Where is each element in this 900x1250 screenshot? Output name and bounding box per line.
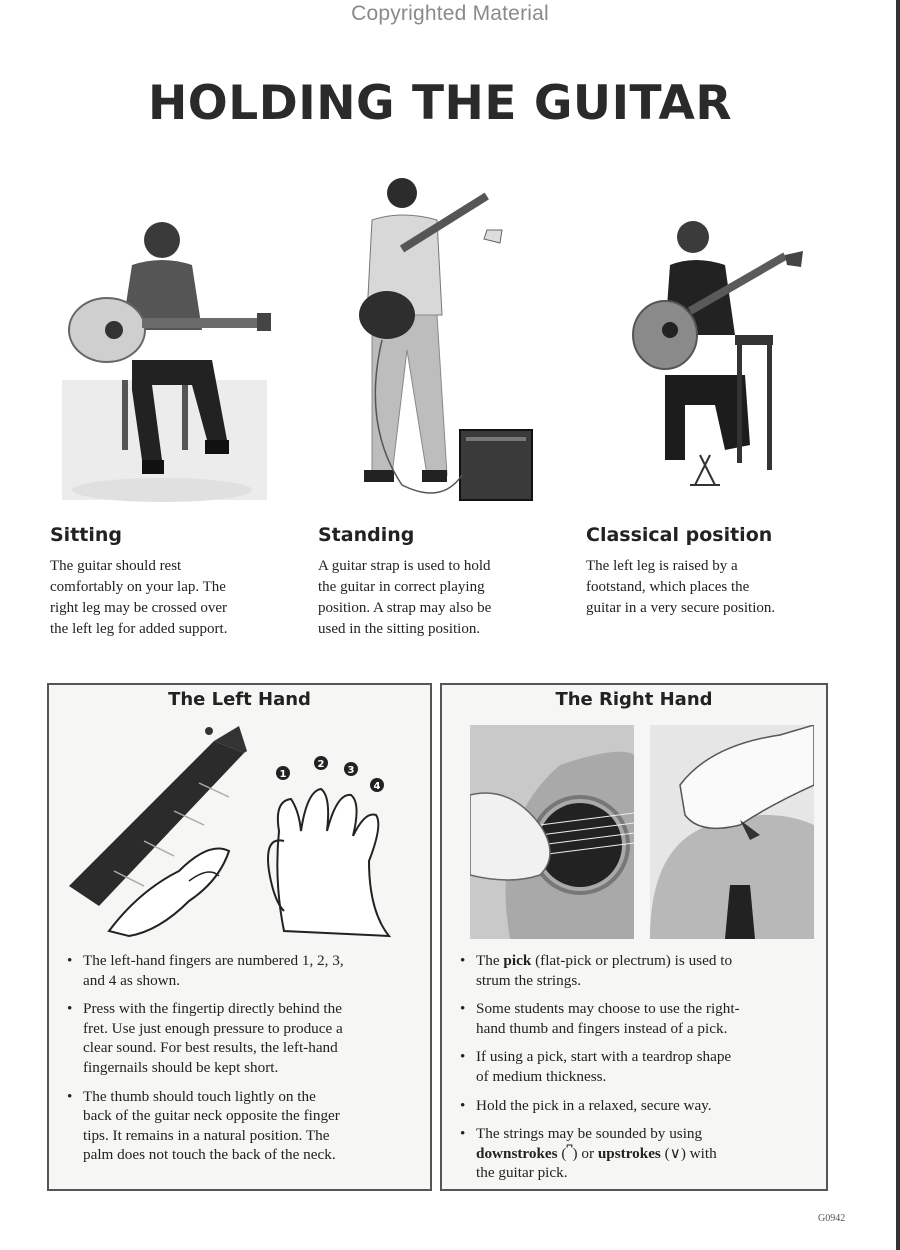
finger-number-1 — [276, 766, 290, 780]
left-hand-bullet-3: • The thumb should touch lightly on the back of the guitar neck opposite the finger tips. It remains in a natural position. The palm does not touch the back of the neck. — [63, 1087, 423, 1165]
sitting-photo — [62, 210, 277, 505]
right-hand-bullet-2: • Some students may choose to use the right- hand thumb and fingers instead of a pick. — [456, 999, 820, 1038]
left-hand-illustration — [69, 721, 409, 941]
right-hand-bullet-3: • If using a pick, start with a teardrop shape of medium thickness. — [456, 1047, 820, 1086]
copyright-watermark: Copyrighted Material — [351, 2, 549, 25]
finger-number-4 — [370, 778, 384, 792]
right-hand-bullet-4: • Hold the pick in a relaxed, secure way. — [456, 1096, 820, 1116]
downstrokes-term: downstrokes — [476, 1144, 558, 1162]
standing-text: A guitar strap is used to hold the guitar in correct playing position. A strap may also be used in the sitting position. — [318, 558, 492, 637]
right-hand-bullet-5: • The strings may be sounded by using downstrokes (⎴) or upstrokes (∨) with the guitar pick. — [456, 1124, 820, 1183]
left-hand-bullet-1: • The left-hand fingers are numbered 1, 2, 3, and 4 as shown. — [63, 951, 423, 990]
strumming-photo — [470, 725, 634, 939]
svg-text:1: 1 — [279, 769, 287, 780]
right-hand-title: The Right Hand — [555, 689, 713, 710]
left-hand-bullets — [63, 951, 423, 1174]
svg-text:2: 2 — [317, 759, 325, 770]
left-hand-title: The Left Hand — [168, 689, 311, 710]
page-title: HOLDING THE GUITAR — [147, 76, 733, 131]
guitar-neck-drawing — [69, 726, 247, 936]
standing-photo — [342, 175, 542, 505]
svg-text:4: 4 — [373, 781, 381, 792]
page-number: G0942 — [818, 1213, 846, 1224]
page-edge — [896, 0, 900, 1250]
standing-heading: Standing — [318, 524, 415, 546]
classical-heading: Classical position — [586, 524, 773, 546]
right-hand-bullets — [456, 951, 820, 1192]
left-hand-bullet-2: • Press with the fingertip directly behind the fret. Use just enough pressure to produce a clear sound. For best results, the left-hand fingernails should be kept short. — [63, 999, 423, 1077]
upstrokes-term: upstrokes — [597, 1144, 661, 1162]
hand-fingers-drawing — [268, 789, 389, 936]
left-hand-box — [47, 683, 432, 1191]
pick-term: pick — [503, 952, 532, 969]
svg-text:3: 3 — [347, 765, 355, 776]
finger-number-3 — [344, 762, 358, 776]
classical-text: The left leg is raised by a footstand, which places the guitar in a very secure position. — [586, 558, 776, 616]
sitting-heading: Sitting — [50, 524, 123, 546]
pick-hand-photo — [650, 725, 814, 939]
classical-photo — [625, 215, 815, 505]
finger-number-2 — [314, 756, 328, 770]
sitting-text: The guitar should rest comfortably on your lap. The right leg may be crossed over the left leg for added support. — [50, 558, 228, 637]
right-hand-bullet-1: • The pick (flat-pick or plectrum) is used to strum the strings. — [456, 951, 820, 990]
right-hand-box — [440, 683, 828, 1191]
